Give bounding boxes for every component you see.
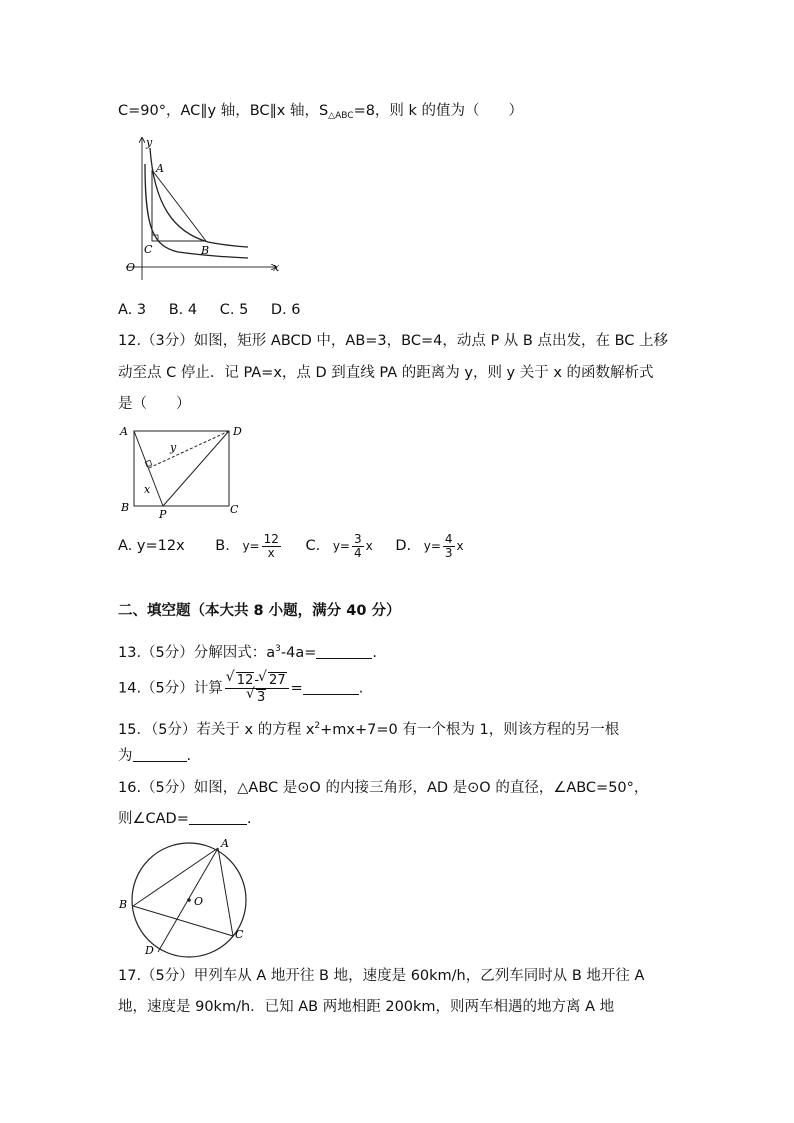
q16-end: . <box>246 811 252 827</box>
q12-figure <box>118 421 258 521</box>
q14 <box>118 672 363 705</box>
q11-label-O: O <box>126 261 136 274</box>
q12-label-B: B <box>121 501 130 514</box>
q11-label-y: y <box>146 136 153 149</box>
q12-option-d-num: 4 <box>444 531 453 546</box>
q11-figure <box>118 134 288 282</box>
q14-sqrt-3: √ 3 <box>256 689 266 705</box>
q11-stem-text: C=90°，AC∥y 轴，BC∥x 轴，S <box>118 103 329 119</box>
q14-numerator <box>225 672 289 689</box>
q12-option-d-den: 3 <box>444 545 453 560</box>
q12-option-c-var: x <box>365 539 373 553</box>
q14-equals: = <box>290 680 303 697</box>
q12-label-x: x <box>144 483 151 496</box>
q11-option-c: C. 5 <box>219 302 249 318</box>
q12-option-c-prefix: C. <box>305 538 321 554</box>
q16-segment-BC <box>133 906 233 936</box>
q11-option-b: B. 4 <box>168 302 198 318</box>
q11-label-x: x <box>273 261 280 274</box>
q15-text: 15．（5分）若关于 x 的方程 x <box>118 722 315 738</box>
q17-line2: 地，速度是 90km/h．已知 AB 两地相距 200km，则两车相遇的地方离 A 地 <box>118 999 615 1015</box>
q12-option-b-prefix: B. <box>215 538 230 554</box>
q12-option-b-den: x <box>267 545 275 560</box>
q12-line1: 12.（3分）如图，矩形 ABCD 中，AB=3，BC=4，动点 P 从 B 点出发，在 BC 上移 <box>118 333 668 349</box>
q11-segment-AB <box>152 170 206 241</box>
q12-line2: 动至点 C 停止．记 PA=x，点 D 到直线 PA 的距离为 y，则 y 关于 x 的函数解析式 <box>118 365 654 381</box>
q16-segment-AB <box>133 848 218 906</box>
q14-sqrt-12: √ 12 <box>236 672 255 688</box>
q14-denominator <box>225 689 289 705</box>
q14-text: 14.（5分）计算 <box>118 680 223 697</box>
q17-line1: 17.（5分）甲列车从 A 地开往 B 地，速度是 60km/h，乙列车同时从 B 地开往 A <box>118 968 645 984</box>
q12-option-c-den: 4 <box>353 545 362 560</box>
q12-label-A: A <box>120 425 128 438</box>
q16-center-dot <box>187 898 191 902</box>
q12-option-b-fraction <box>262 533 281 560</box>
q16-label-B: B <box>119 898 128 911</box>
q13-superscript: 3 <box>275 644 281 654</box>
q15-line2-text: 为 <box>118 748 133 764</box>
q11-option-a: A. 3 <box>118 302 147 318</box>
q16-label-O: O <box>194 895 204 908</box>
q13-answer-blank[interactable] <box>316 644 372 659</box>
q11-stem-end: =8，则 k 的值为（ ） <box>353 103 524 119</box>
q15-answer-blank[interactable] <box>133 747 187 762</box>
q16-figure <box>116 834 266 960</box>
q11-option-d: D. 6 <box>270 302 301 318</box>
q16-label-A: A <box>221 837 229 850</box>
q12-right-angle-mark <box>145 460 152 467</box>
q15-text-b: +mx+7=0 有一个根为 1，则该方程的另一根 <box>320 722 620 738</box>
q12-option-b-num: 12 <box>263 531 279 546</box>
q11-label-C: C <box>144 243 153 256</box>
q12-option-c-num: 3 <box>353 531 362 546</box>
q13 <box>118 639 377 663</box>
q12-label-D: D <box>233 425 242 438</box>
q14-answer-blank[interactable] <box>303 680 359 695</box>
q13-text-b: -4a= <box>280 645 317 661</box>
section-2-title: 二、填空题（本大共 8 小题，满分 40 分） <box>118 603 401 619</box>
q12-label-y: y <box>170 441 177 454</box>
q12-option-d-var: x <box>456 539 464 553</box>
q12-perpendicular-y <box>149 431 229 468</box>
q12-option-b-y: y= <box>242 539 260 553</box>
q12-option-a: A. y=12x <box>118 538 185 554</box>
q14-end: . <box>358 680 364 697</box>
q16-line2-text: 则∠CAD= <box>118 811 189 827</box>
q15-line2 <box>118 746 191 766</box>
q15-line1 <box>118 716 619 740</box>
q15-superscript: 2 <box>314 721 321 731</box>
q15-end: . <box>186 748 192 764</box>
q12-option-d-y: y= <box>423 539 441 553</box>
q13-end: . <box>372 645 378 661</box>
q12-label-P: P <box>159 508 167 521</box>
q11-curve-inner <box>145 164 248 258</box>
q12-label-C: C <box>230 503 239 516</box>
q12-option-c-fraction <box>352 533 364 560</box>
q14-sqrt-27: √ 27 <box>268 672 287 688</box>
q16-line1: 16.（5分）如图，△ABC 是⊙O 的内接三角形，AD 是⊙O 的直径，∠ABC=50°， <box>118 780 649 796</box>
q16-label-C: C <box>235 928 244 941</box>
q13-text: 13.（5分）分解因式：a <box>118 645 276 661</box>
q12-option-d-fraction <box>443 533 455 560</box>
q12-option-c-y: y= <box>332 539 350 553</box>
q14-minus: - <box>254 673 260 688</box>
q12-options <box>118 532 464 560</box>
q11-stem <box>118 101 523 126</box>
q16-label-D: D <box>145 944 154 957</box>
q14-fraction <box>225 672 289 705</box>
q12-line3: 是（ ） <box>118 396 191 412</box>
q16-answer-blank[interactable] <box>189 810 247 825</box>
q16-line2 <box>118 809 251 829</box>
q11-label-A: A <box>156 162 164 175</box>
q12-option-d-prefix: D. <box>395 538 412 554</box>
q11-options <box>118 300 319 320</box>
q11-label-B: B <box>201 244 210 257</box>
q11-stem-subscript: △ABC <box>328 111 354 121</box>
